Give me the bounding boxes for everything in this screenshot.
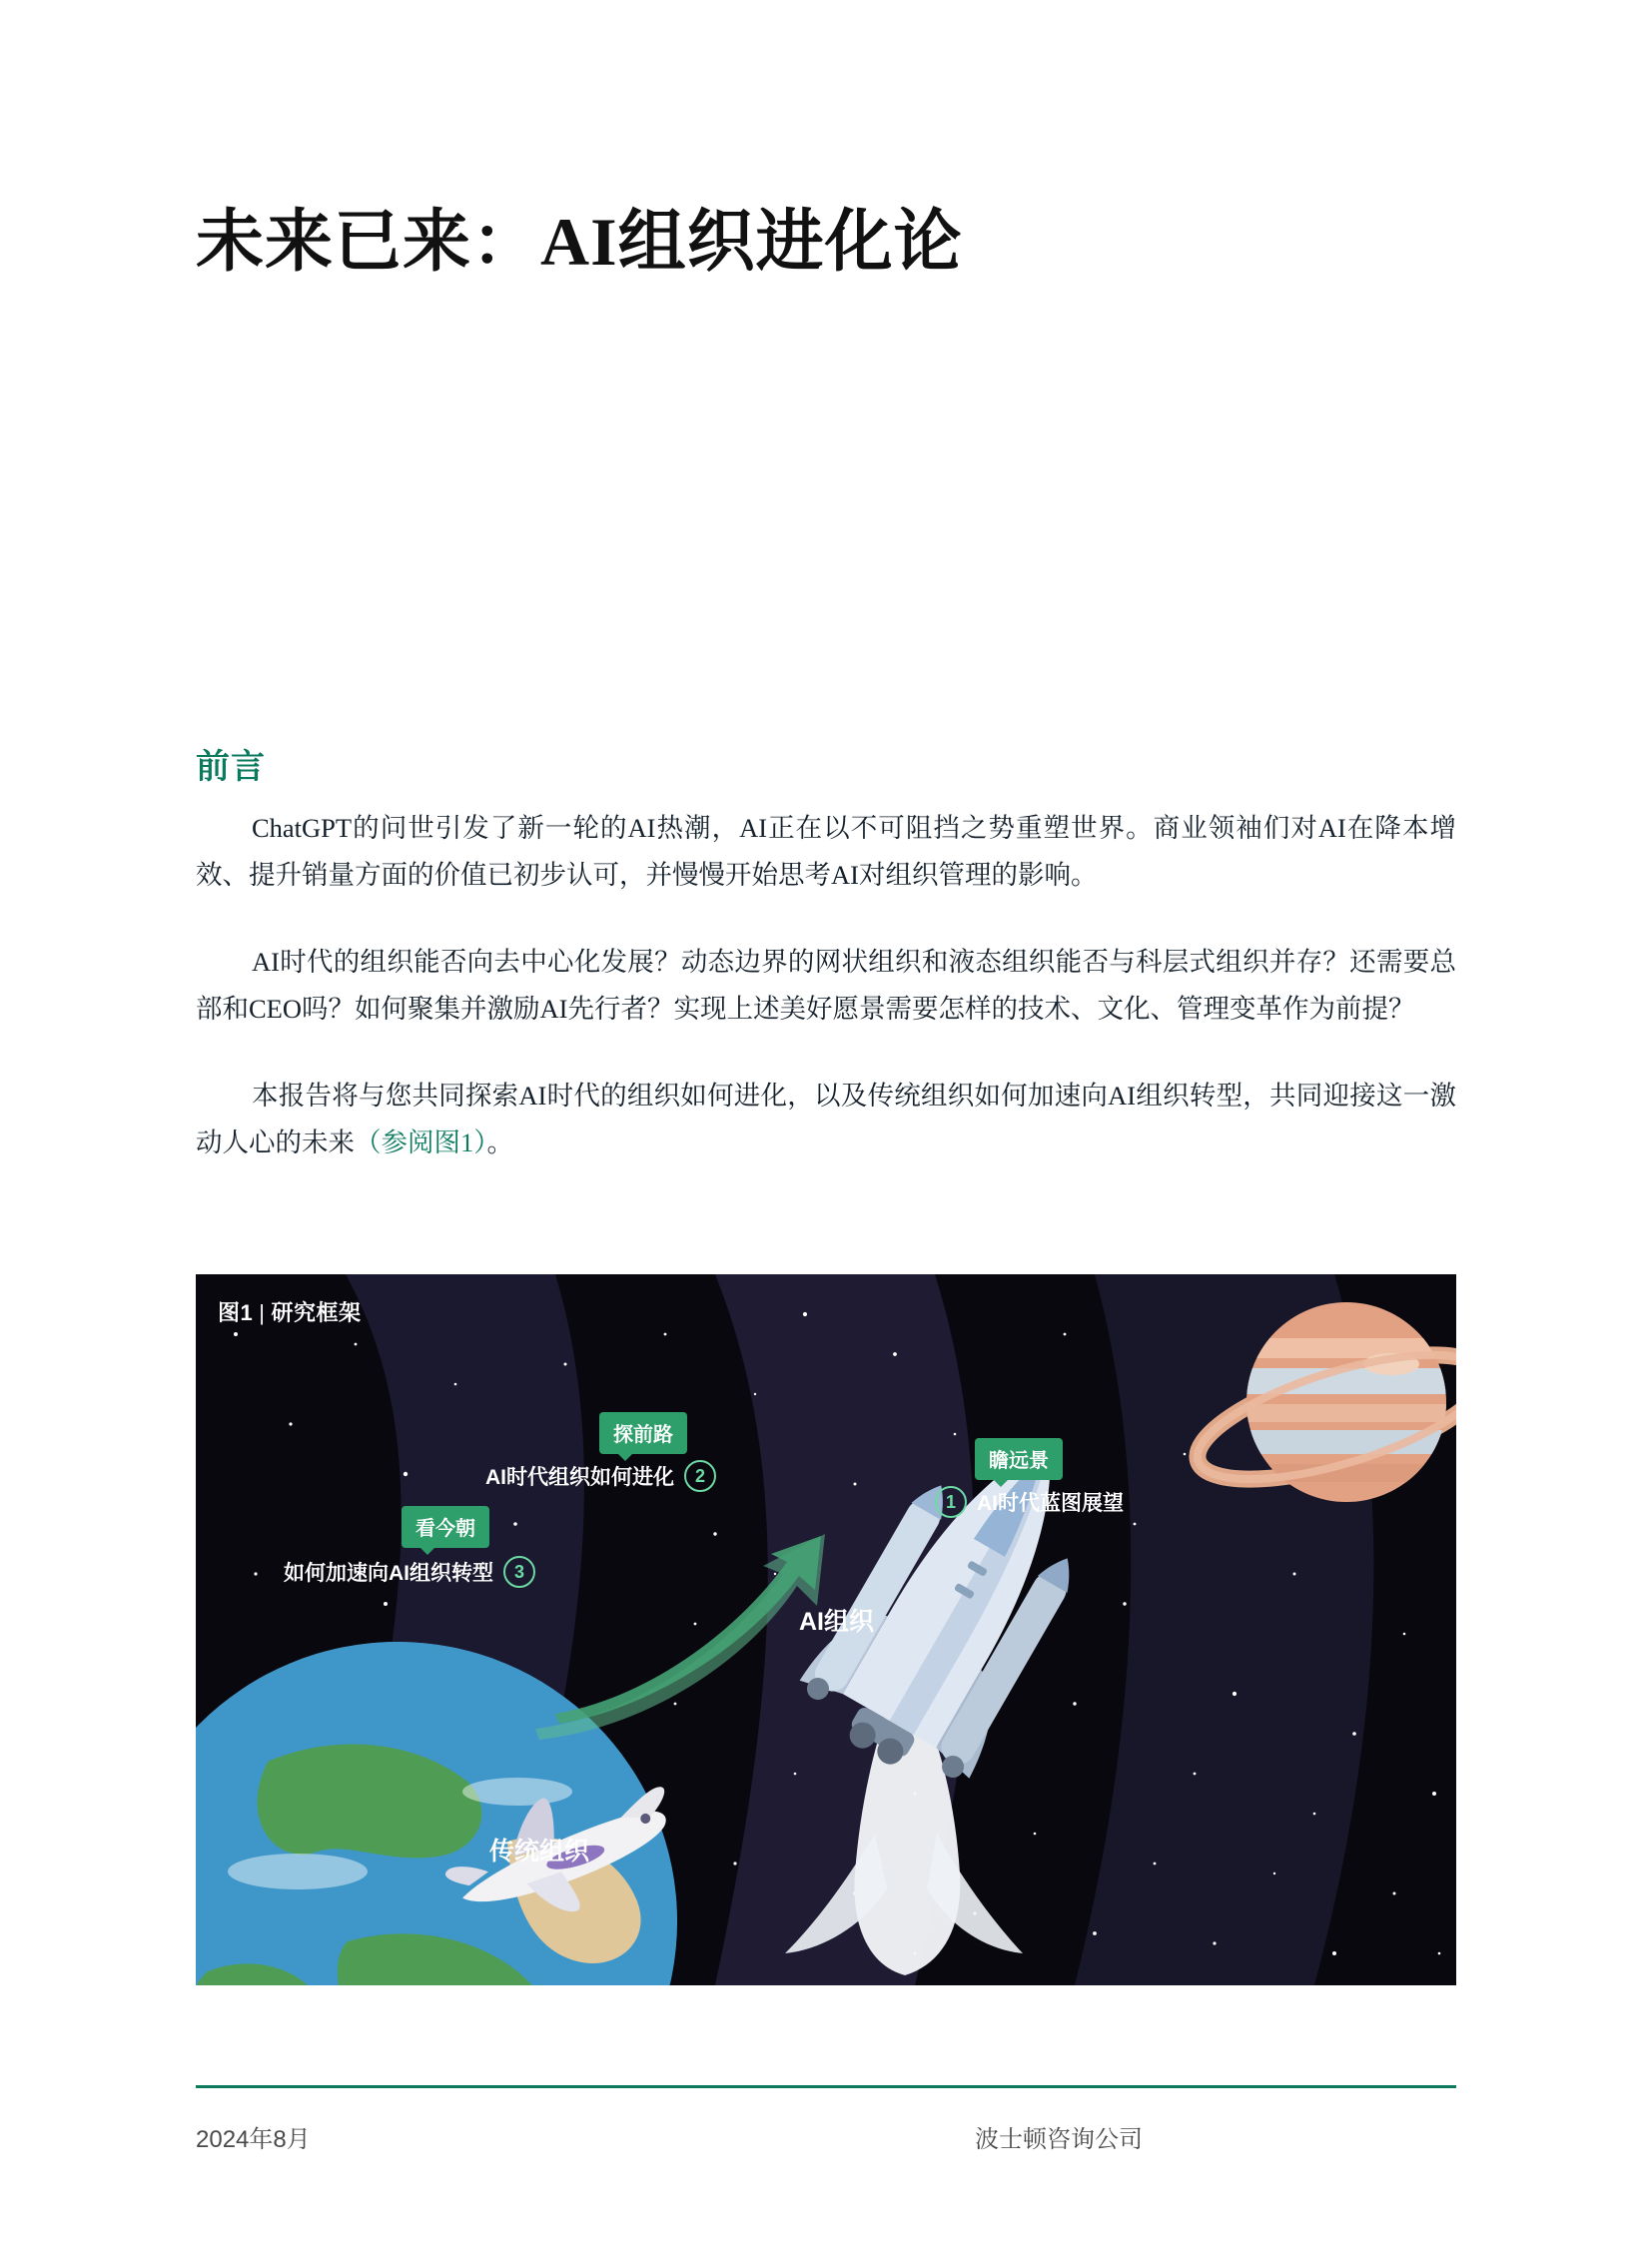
figure-number: 图1 — [218, 1300, 254, 1325]
saturn-svg — [1187, 1274, 1456, 1562]
section-heading-preface: 前言 — [196, 749, 266, 787]
label-row-future-vision — [935, 1486, 1124, 1518]
figure-caption-separator: | — [259, 1300, 266, 1325]
footer-company: 波士顿咨询公司 — [975, 2126, 1143, 2153]
label-explore-path-text: AI时代组织如何进化 — [485, 1466, 674, 1489]
planet-saturn-icon — [1187, 1274, 1456, 1562]
label-future-vision-text: AI时代蓝图展望 — [977, 1492, 1124, 1515]
label-traditional-organization: 传统组织 — [489, 1838, 590, 1866]
badge-number-2: 2 — [684, 1460, 716, 1492]
paragraph-2: AI时代的组织能否向去中心化发展？动态边界的网状组织和液态组织能否与科层式组织并存？还需要总部和CEO吗？如何聚集并激励AI先行者？实现上述美好愿景需要怎样的技术、文化、管理变革作为前提？ — [196, 947, 1456, 1024]
figure-cross-reference-link[interactable]: （参阅图1） — [355, 1127, 487, 1157]
label-ai-organization: AI组织 — [799, 1608, 875, 1636]
paragraph-3 — [196, 1073, 1456, 1166]
figure-caption — [218, 1296, 361, 1327]
tag-future-vision: 瞻远景 — [975, 1438, 1063, 1480]
footer-date: 2024年8月 — [196, 2126, 311, 2153]
paragraph-3-end: 。 — [486, 1127, 513, 1157]
figure-caption-text: 研究框架 — [271, 1300, 362, 1325]
label-row-explore-path — [485, 1460, 716, 1492]
tag-explore-path: 探前路 — [599, 1412, 687, 1454]
label-row-present-day — [284, 1556, 535, 1588]
tag-present-day: 看今朝 — [402, 1506, 489, 1548]
body-text — [196, 805, 1456, 1206]
label-present-day-text: 如何加速向AI组织转型 — [284, 1562, 493, 1585]
page-title: 未来已来：AI组织进化论 — [196, 203, 963, 280]
paragraph-1: ChatGPT的问世引发了新一轮的AI热潮，AI正在以不可阻挡之势重塑世界。商业领袖们对AI在降本增效、提升销量方面的价值已初步认可，并慢慢开始思考AI对组织管理的影响。 — [196, 813, 1456, 890]
badge-number-1: 1 — [935, 1486, 967, 1518]
figure-1 — [196, 1274, 1456, 1985]
badge-number-3: 3 — [503, 1556, 535, 1588]
footer-divider — [196, 2085, 1456, 2088]
paragraph-3-text: 本报告将与您共同探索AI时代的组织如何进化，以及传统组织如何加速向AI组织转型，共同迎接这一激动人心的未来 — [196, 1081, 1456, 1157]
